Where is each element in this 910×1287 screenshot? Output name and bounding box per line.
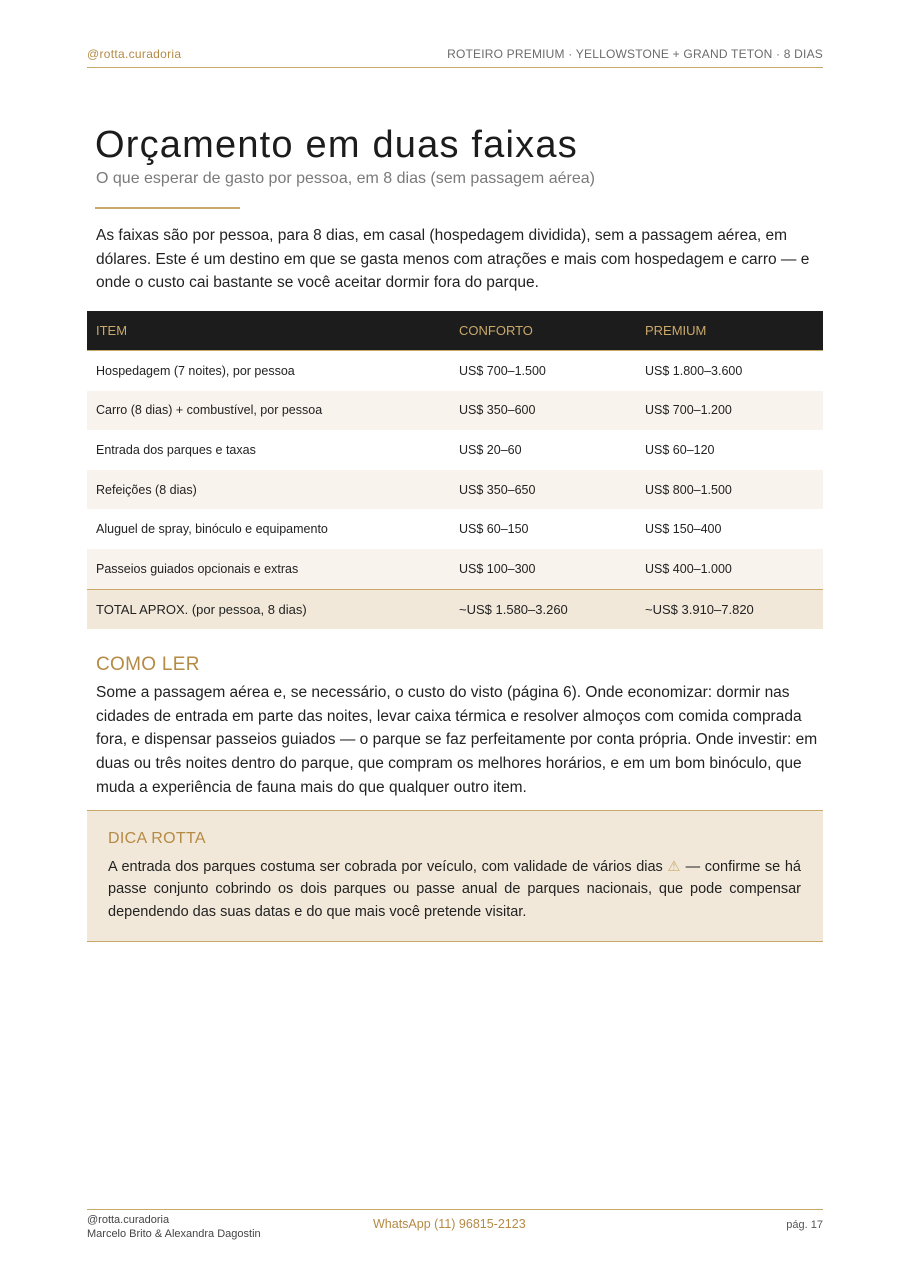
cell-item: Hospedagem (7 noites), por pessoa xyxy=(96,363,295,378)
page-title: Orçamento em duas faixas xyxy=(95,124,578,166)
table-header-row xyxy=(87,311,823,351)
footer-page-number: pág. 17 xyxy=(786,1219,823,1231)
footer-brand: @rotta.curadoria xyxy=(87,1214,170,1226)
cell-conforto: US$ 20–60 xyxy=(459,442,522,457)
warning-icon: ⚠ xyxy=(667,859,681,875)
cell-premium: US$ 150–400 xyxy=(645,522,722,537)
cell-conforto: US$ 60–150 xyxy=(459,522,529,537)
footer-whatsapp: WhatsApp (11) 96815-2123 xyxy=(373,1217,526,1231)
cell-item: Refeições (8 dias) xyxy=(87,470,450,510)
table-total-row xyxy=(87,589,823,629)
tip-text xyxy=(108,856,801,923)
page-subtitle: O que esperar de gasto por pessoa, em 8 dias (sem passagem aérea) xyxy=(96,170,595,187)
tip-box xyxy=(87,810,823,942)
cell-premium: US$ 1.800–3.600 xyxy=(645,363,743,378)
budget-table xyxy=(87,311,823,629)
header-brand: @rotta.curadoria xyxy=(87,47,182,61)
column-header-conforto: CONFORTO xyxy=(450,311,636,351)
title-divider xyxy=(95,207,240,209)
tip-text-before: A entrada dos parques costuma ser cobrada por veículo, com validade de vários dias xyxy=(108,859,663,875)
cell-item: Aluguel de spray, binóculo e equipamento xyxy=(96,522,328,537)
cell-conforto: US$ 100–300 xyxy=(450,549,636,589)
column-header-item: ITEM xyxy=(87,311,450,351)
cell-item: Entrada dos parques e taxas xyxy=(96,442,256,457)
intro-paragraph: As faixas são por pessoa, para 8 dias, em casal (hospedagem dividida), sem a passagem aérea, em dólares. Este é um destino em que se gasta menos com atrações e mais com hospedagem e carro — e onde o custo cai bastante se você aceitar dormir fora do parque. xyxy=(96,227,810,291)
how-to-read-title: COMO LER xyxy=(96,654,200,675)
footer-authors: Marcelo Brito & Alexandra Dagostin xyxy=(87,1228,261,1240)
header-doc-title: ROTEIRO PREMIUM · YELLOWSTONE + GRAND TETON · 8 DIAS xyxy=(447,47,823,61)
cell-premium: US$ 800–1.500 xyxy=(636,470,823,510)
page-footer xyxy=(87,1209,823,1240)
total-label: TOTAL APROX. (por pessoa, 8 dias) xyxy=(87,589,450,629)
table-row xyxy=(87,351,823,391)
cell-premium: US$ 700–1.200 xyxy=(636,391,823,431)
cell-premium: US$ 60–120 xyxy=(645,442,715,457)
table-row xyxy=(87,470,823,510)
table-row xyxy=(87,509,823,549)
page-header xyxy=(87,46,823,68)
table-row xyxy=(87,549,823,589)
cell-item: Carro (8 dias) + combustível, por pessoa xyxy=(87,391,450,431)
column-header-premium: PREMIUM xyxy=(636,311,823,351)
how-to-read-text: Some a passagem aérea e, se necessário, o custo do visto (página 6). Onde economizar: dormir nas cidades de entrada em parte das noites, levar caixa térmica e resolver almoços com comida comprada fora, e dispensar passeios guiados — o parque se faz perfeitamente por conta própria. Onde investir: em duas ou três noites dentro do parque, que compram os melhores horários, e em um bom binóculo, que muda a experiência de fauna mais do que qualquer outro item. xyxy=(96,684,818,796)
tip-title: DICA ROTTA xyxy=(108,830,206,847)
cell-item: Passeios guiados opcionais e extras xyxy=(87,549,450,589)
cell-conforto: US$ 350–650 xyxy=(450,470,636,510)
cell-conforto: US$ 350–600 xyxy=(450,391,636,431)
footer-credits xyxy=(87,1213,261,1241)
table-row xyxy=(87,430,823,470)
cell-conforto: US$ 700–1.500 xyxy=(459,363,546,378)
total-conforto: ~US$ 1.580–3.260 xyxy=(450,589,636,629)
table-row xyxy=(87,391,823,431)
total-premium: ~US$ 3.910–7.820 xyxy=(636,589,823,629)
cell-premium: US$ 400–1.000 xyxy=(636,549,823,589)
tip-text-after: — confirme se há passe conjunto cobrindo os dois parques ou passe anual de parques nacionais, que pode compensar dependendo das suas datas e do que mais você pretende visitar. xyxy=(108,859,801,920)
